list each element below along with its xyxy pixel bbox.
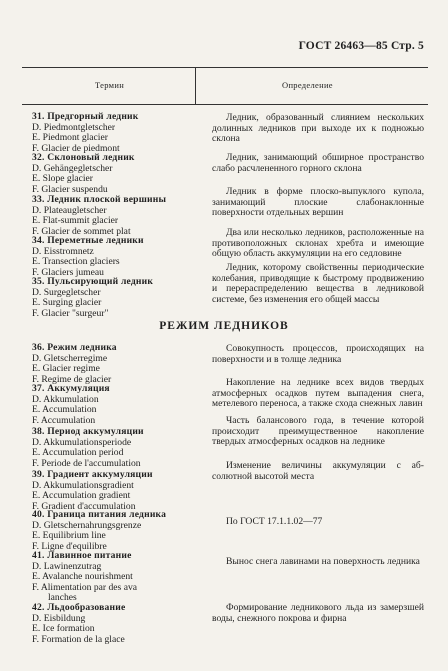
term-german: D. Eisstromnetz (32, 245, 94, 257)
column-header-term: Термин (95, 80, 125, 90)
term-definition: Накопление на леднике всех видов твердых атмосферных осадков путем выпадения снега, метелевого переноса, а также схода снежных лавин (212, 377, 424, 410)
term-german: D. Piedmontgletscher (32, 121, 116, 133)
term-french: F. Formation de la glace (32, 633, 125, 645)
term-russian: 36. Режим ледника (32, 342, 117, 353)
term-entry (32, 384, 202, 426)
term-english: E. Flat-summit glacier (32, 215, 119, 227)
term-russian: 32. Склоновый ледник (32, 152, 135, 163)
term-german: D. Akkumulationsperiode (32, 436, 132, 448)
term-french: F. Glacier de piedmont (32, 142, 120, 154)
term-definition: Формирование ледникового льда из замерзшей воды, снежного покрова и фирна (212, 602, 424, 624)
term-english: E. Slope glacier (32, 173, 94, 185)
term-definition: Два или несколько ледников, расположенные на противоположных склонах хребта и имеющие общую область аккумуляции на его седловине (212, 227, 424, 260)
term-russian: 31. Предгорный ледник (32, 111, 139, 122)
term-russian: 38. Период аккумуляции (32, 426, 144, 437)
column-divider (195, 67, 196, 104)
term-entry (32, 236, 202, 278)
term-entry (32, 427, 202, 469)
term-french: F. Glacier "surgeur" (32, 307, 109, 319)
term-french: F. Regime de glacier (32, 373, 112, 385)
term-russian: 37. Аккумуляция (32, 383, 110, 394)
term-entry (32, 603, 202, 645)
page-header: ГОСТ 26463—85 Стр. 5 (298, 40, 424, 52)
term-english: E. Equilibrium line (32, 530, 106, 542)
term-entry (32, 510, 202, 552)
table-header-rule (22, 104, 428, 105)
term-french: F. Glaciers jumeau (32, 266, 104, 278)
term-definition: Изменение величины аккумуляции с абсолютной высотой места (212, 460, 424, 482)
term-definition: Часть балансового года, в течение которой происходит преимущественное накопление твердых атмосферных осадков на леднике (212, 415, 424, 448)
term-english: E. Accumulation period (32, 447, 124, 459)
term-english: E. Accumulation gradient (32, 490, 131, 502)
term-russian: 42. Льдообразование (32, 602, 126, 613)
term-entry (32, 343, 202, 385)
term-french: F. Gradient d'accumulation (32, 500, 136, 512)
column-header-definition: Определение (282, 80, 333, 90)
term-english: E. Avalanche nourishment (32, 571, 133, 583)
term-french: F. Periode de l'accumulation (32, 457, 141, 469)
term-entry (32, 112, 202, 154)
term-english: E. Piedmont glacier (32, 132, 108, 144)
term-russian: 41. Лавинное питание (32, 550, 132, 561)
term-german: D. Gletschernahrungsgrenze (32, 519, 142, 531)
term-french: F. Ligne d'equilibre (32, 540, 107, 552)
term-english: E. Accumulation (32, 404, 97, 416)
term-french-continued: lanches (48, 592, 77, 604)
term-english: E. Transection glaciers (32, 256, 120, 268)
table-top-rule (22, 67, 428, 68)
term-german: D. Eisbildung (32, 612, 86, 624)
term-entry (32, 277, 202, 319)
term-definition: По ГОСТ 17.1.1.02—77 (226, 516, 323, 527)
term-definition: Совокупность процессов, происходящих на поверхности и в толще ледника (212, 343, 424, 365)
term-german: D. Akkumulationsgradient (32, 479, 134, 491)
term-entry (32, 470, 202, 512)
term-definition: Ледник, занимающий обширное пространство слабо расчлененного горного склона (212, 152, 424, 174)
term-english: E. Surging glacier (32, 297, 102, 309)
term-entry (32, 551, 202, 604)
term-russian: 40. Граница питания ледника (32, 509, 167, 520)
term-definition: Вынос снега лавинами на поверхность ледника (226, 556, 420, 567)
term-russian: 34. Переметные ледники (32, 235, 144, 246)
term-german: D. Surgegletscher (32, 286, 101, 298)
term-german: D. Lawinenzutrag (32, 560, 102, 572)
term-definition: Ледник, которому свойственны периодические колебания, приводящие к быстрому продвижению и перераспределению вещества в ледниковой системе, без изменения его общей массы (212, 262, 424, 306)
term-entry (32, 153, 202, 195)
term-english: E. Ice formation (32, 623, 95, 635)
term-french: F. Alimentation par des ava (32, 581, 138, 593)
term-russian: 33. Ледник плоской вершины (32, 194, 167, 205)
term-russian: 35. Пульсирующий ледник (32, 276, 154, 287)
term-definition: Ледник, образованный слиянием нескольких долинных ледников при выходе их к подножью склона (212, 112, 424, 145)
term-german: D. Plateaugletscher (32, 204, 107, 216)
term-definition: Ледник в форме плоско-выпуклого купола, занимающий плоские слабонаклонные поверхности отдельных вершин (212, 186, 424, 219)
term-french: F. Glacier de sommet plat (32, 225, 131, 237)
term-french: F. Accumulation (32, 414, 96, 426)
term-german: D. Gletscherregime (32, 352, 108, 364)
term-entry (32, 195, 202, 237)
term-russian: 39. Градиент аккумуляции (32, 469, 153, 480)
term-german: D. Gehängegletscher (32, 162, 113, 174)
term-french: F. Glacier suspendu (32, 183, 108, 195)
term-german: D. Akkumulation (32, 393, 99, 405)
section-title: РЕЖИМ ЛЕДНИКОВ (159, 320, 289, 332)
term-english: E. Glacier regime (32, 363, 100, 375)
